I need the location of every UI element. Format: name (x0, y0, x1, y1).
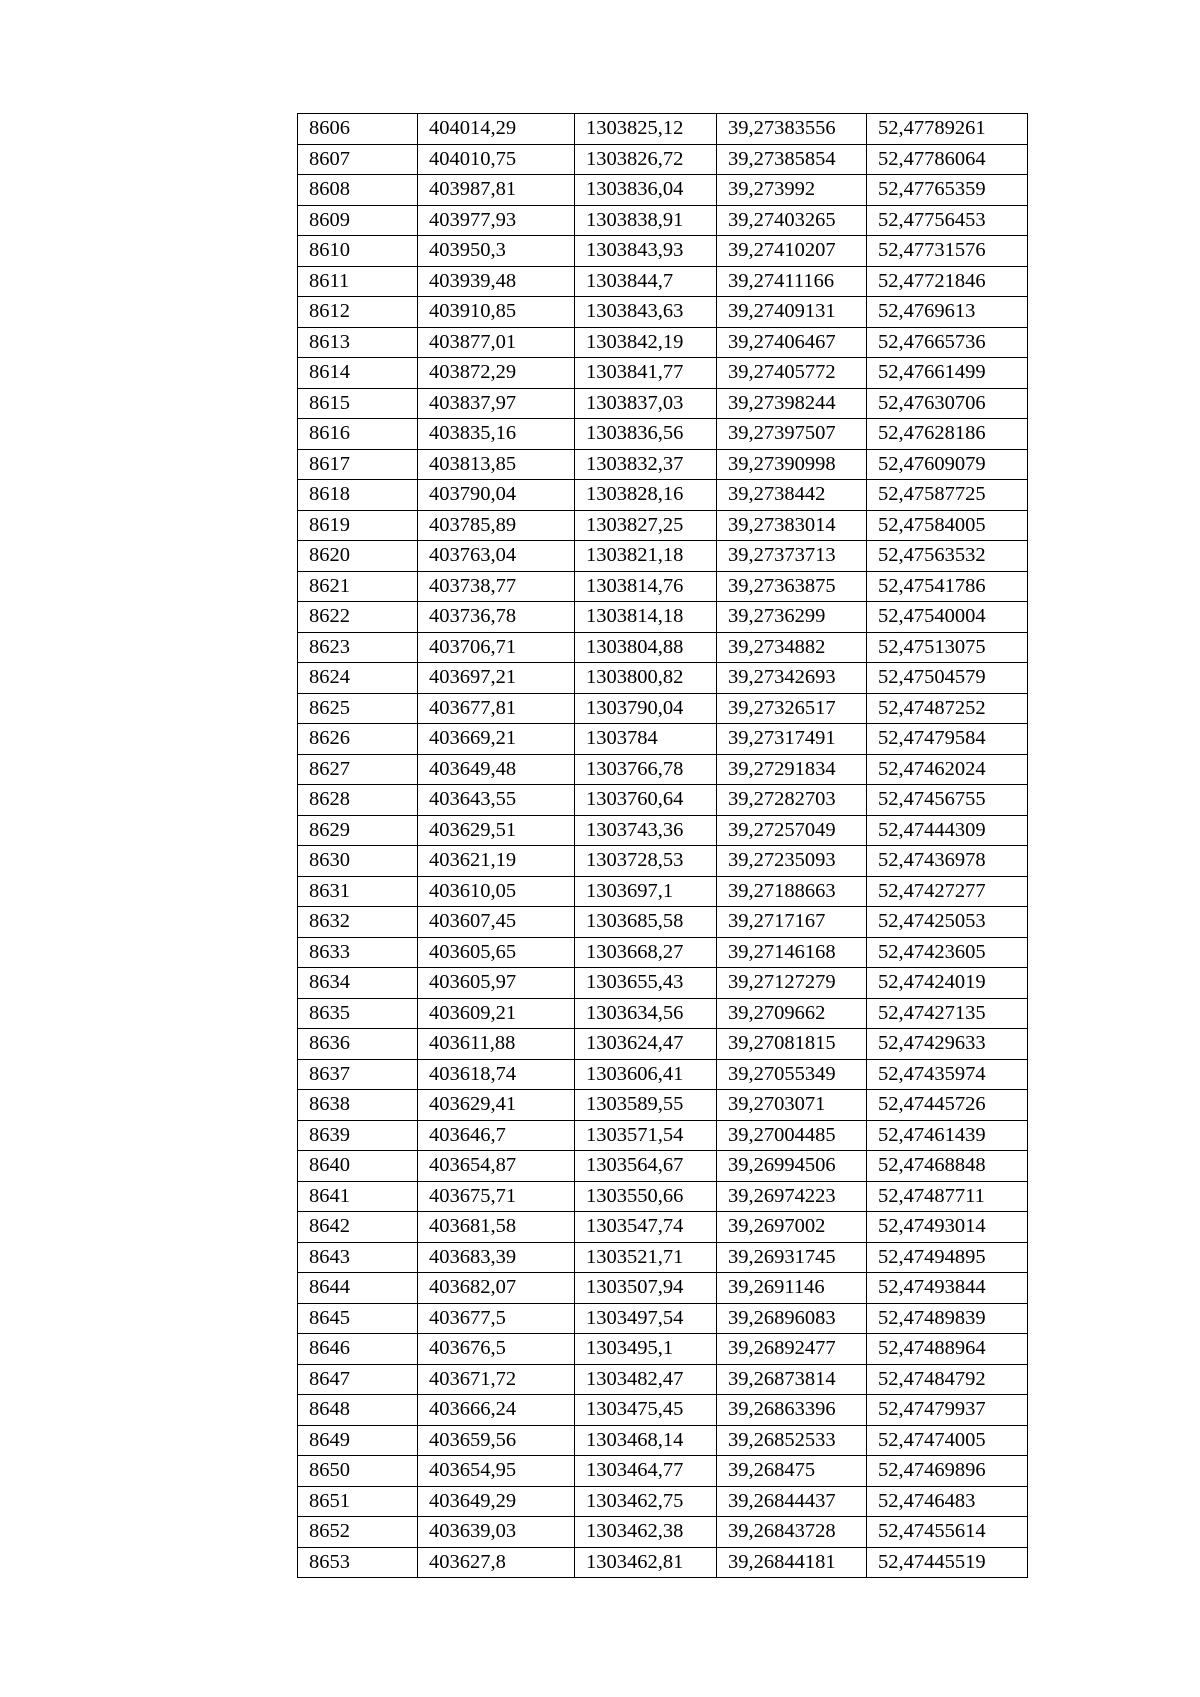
x-coordinate-cell: 403643,55 (418, 785, 575, 816)
point-number-cell: 8614 (298, 358, 418, 389)
table-row (298, 144, 1028, 175)
longitude-cell: 39,27282703 (717, 785, 867, 816)
y-coordinate-cell: 1303843,93 (575, 236, 717, 267)
longitude-cell: 39,26844437 (717, 1486, 867, 1517)
latitude-cell: 52,47489839 (867, 1303, 1028, 1334)
y-coordinate-cell: 1303827,25 (575, 510, 717, 541)
latitude-cell: 52,47444309 (867, 815, 1028, 846)
latitude-cell: 52,47484792 (867, 1364, 1028, 1395)
latitude-cell: 52,47493014 (867, 1212, 1028, 1243)
latitude-cell: 52,47721846 (867, 266, 1028, 297)
y-coordinate-cell: 1303843,63 (575, 297, 717, 328)
table-row (298, 937, 1028, 968)
latitude-cell: 52,47487711 (867, 1181, 1028, 1212)
point-number-cell: 8629 (298, 815, 418, 846)
point-number-cell: 8625 (298, 693, 418, 724)
point-number-cell: 8613 (298, 327, 418, 358)
y-coordinate-cell: 1303814,76 (575, 571, 717, 602)
table-row (298, 449, 1028, 480)
longitude-cell: 39,27385854 (717, 144, 867, 175)
point-number-cell: 8616 (298, 419, 418, 450)
point-number-cell: 8632 (298, 907, 418, 938)
y-coordinate-cell: 1303826,72 (575, 144, 717, 175)
x-coordinate-cell: 403987,81 (418, 175, 575, 206)
point-number-cell: 8624 (298, 663, 418, 694)
y-coordinate-cell: 1303832,37 (575, 449, 717, 480)
y-coordinate-cell: 1303697,1 (575, 876, 717, 907)
table-row (298, 327, 1028, 358)
table-row (298, 541, 1028, 572)
latitude-cell: 52,47563532 (867, 541, 1028, 572)
x-coordinate-cell: 403738,77 (418, 571, 575, 602)
point-number-cell: 8630 (298, 846, 418, 877)
latitude-cell: 52,47540004 (867, 602, 1028, 633)
longitude-cell: 39,27397507 (717, 419, 867, 450)
y-coordinate-cell: 1303547,74 (575, 1212, 717, 1243)
x-coordinate-cell: 403910,85 (418, 297, 575, 328)
x-coordinate-cell: 403609,21 (418, 998, 575, 1029)
longitude-cell: 39,26873814 (717, 1364, 867, 1395)
x-coordinate-cell: 403813,85 (418, 449, 575, 480)
table-row (298, 358, 1028, 389)
y-coordinate-cell: 1303842,19 (575, 327, 717, 358)
table-row (298, 419, 1028, 450)
y-coordinate-cell: 1303634,56 (575, 998, 717, 1029)
y-coordinate-cell: 1303685,58 (575, 907, 717, 938)
y-coordinate-cell: 1303844,7 (575, 266, 717, 297)
point-number-cell: 8619 (298, 510, 418, 541)
point-number-cell: 8646 (298, 1334, 418, 1365)
latitude-cell: 52,47487252 (867, 693, 1028, 724)
point-number-cell: 8650 (298, 1456, 418, 1487)
table-row (298, 693, 1028, 724)
table-row (298, 571, 1028, 602)
y-coordinate-cell: 1303475,45 (575, 1395, 717, 1426)
longitude-cell: 39,26994506 (717, 1151, 867, 1182)
table-row (298, 388, 1028, 419)
x-coordinate-cell: 403872,29 (418, 358, 575, 389)
x-coordinate-cell: 403649,48 (418, 754, 575, 785)
table-row (298, 1120, 1028, 1151)
latitude-cell: 52,47756453 (867, 205, 1028, 236)
point-number-cell: 8617 (298, 449, 418, 480)
y-coordinate-cell: 1303497,54 (575, 1303, 717, 1334)
x-coordinate-cell: 403785,89 (418, 510, 575, 541)
y-coordinate-cell: 1303564,67 (575, 1151, 717, 1182)
longitude-cell: 39,26844181 (717, 1547, 867, 1578)
longitude-cell: 39,2736299 (717, 602, 867, 633)
latitude-cell: 52,4769613 (867, 297, 1028, 328)
latitude-cell: 52,47427135 (867, 998, 1028, 1029)
y-coordinate-cell: 1303836,56 (575, 419, 717, 450)
point-number-cell: 8652 (298, 1517, 418, 1548)
longitude-cell: 39,27317491 (717, 724, 867, 755)
longitude-cell: 39,26896083 (717, 1303, 867, 1334)
table-row (298, 846, 1028, 877)
y-coordinate-cell: 1303825,12 (575, 114, 717, 145)
x-coordinate-cell: 403835,16 (418, 419, 575, 450)
latitude-cell: 52,47479584 (867, 724, 1028, 755)
table-row (298, 724, 1028, 755)
latitude-cell: 52,47493844 (867, 1273, 1028, 1304)
latitude-cell: 52,47423605 (867, 937, 1028, 968)
point-number-cell: 8621 (298, 571, 418, 602)
x-coordinate-cell: 403977,93 (418, 205, 575, 236)
x-coordinate-cell: 403671,72 (418, 1364, 575, 1395)
table-row (298, 1456, 1028, 1487)
point-number-cell: 8636 (298, 1029, 418, 1060)
y-coordinate-cell: 1303800,82 (575, 663, 717, 694)
point-number-cell: 8637 (298, 1059, 418, 1090)
latitude-cell: 52,47587725 (867, 480, 1028, 511)
point-number-cell: 8609 (298, 205, 418, 236)
longitude-cell: 39,2691146 (717, 1273, 867, 1304)
longitude-cell: 39,27410207 (717, 236, 867, 267)
longitude-cell: 39,27055349 (717, 1059, 867, 1090)
point-number-cell: 8606 (298, 114, 418, 145)
point-number-cell: 8622 (298, 602, 418, 633)
point-number-cell: 8612 (298, 297, 418, 328)
x-coordinate-cell: 403681,58 (418, 1212, 575, 1243)
point-number-cell: 8615 (298, 388, 418, 419)
longitude-cell: 39,27363875 (717, 571, 867, 602)
latitude-cell: 52,47541786 (867, 571, 1028, 602)
table-row (298, 175, 1028, 206)
x-coordinate-cell: 403618,74 (418, 1059, 575, 1090)
table-row (298, 114, 1028, 145)
point-number-cell: 8620 (298, 541, 418, 572)
point-number-cell: 8626 (298, 724, 418, 755)
latitude-cell: 52,47474005 (867, 1425, 1028, 1456)
longitude-cell: 39,26852533 (717, 1425, 867, 1456)
x-coordinate-cell: 403682,07 (418, 1273, 575, 1304)
x-coordinate-cell: 403675,71 (418, 1181, 575, 1212)
y-coordinate-cell: 1303766,78 (575, 754, 717, 785)
table-row (298, 815, 1028, 846)
x-coordinate-cell: 403649,29 (418, 1486, 575, 1517)
table-row (298, 1090, 1028, 1121)
latitude-cell: 52,47425053 (867, 907, 1028, 938)
longitude-cell: 39,26974223 (717, 1181, 867, 1212)
longitude-cell: 39,27405772 (717, 358, 867, 389)
longitude-cell: 39,27383014 (717, 510, 867, 541)
table-row (298, 968, 1028, 999)
latitude-cell: 52,47789261 (867, 114, 1028, 145)
table-row (298, 1212, 1028, 1243)
x-coordinate-cell: 403659,56 (418, 1425, 575, 1456)
latitude-cell: 52,47468848 (867, 1151, 1028, 1182)
table-row (298, 480, 1028, 511)
latitude-cell: 52,47456755 (867, 785, 1028, 816)
table-row (298, 1517, 1028, 1548)
point-number-cell: 8644 (298, 1273, 418, 1304)
latitude-cell: 52,47584005 (867, 510, 1028, 541)
table-row (298, 510, 1028, 541)
table-row (298, 236, 1028, 267)
table-row (298, 1486, 1028, 1517)
x-coordinate-cell: 403610,05 (418, 876, 575, 907)
y-coordinate-cell: 1303784 (575, 724, 717, 755)
y-coordinate-cell: 1303804,88 (575, 632, 717, 663)
y-coordinate-cell: 1303521,71 (575, 1242, 717, 1273)
longitude-cell: 39,2709662 (717, 998, 867, 1029)
longitude-cell: 39,2697002 (717, 1212, 867, 1243)
longitude-cell: 39,27398244 (717, 388, 867, 419)
y-coordinate-cell: 1303507,94 (575, 1273, 717, 1304)
latitude-cell: 52,47513075 (867, 632, 1028, 663)
x-coordinate-cell: 403627,8 (418, 1547, 575, 1578)
y-coordinate-cell: 1303814,18 (575, 602, 717, 633)
y-coordinate-cell: 1303624,47 (575, 1029, 717, 1060)
point-number-cell: 8642 (298, 1212, 418, 1243)
point-number-cell: 8649 (298, 1425, 418, 1456)
table-row (298, 1303, 1028, 1334)
y-coordinate-cell: 1303760,64 (575, 785, 717, 816)
x-coordinate-cell: 404014,29 (418, 114, 575, 145)
point-number-cell: 8648 (298, 1395, 418, 1426)
x-coordinate-cell: 403677,5 (418, 1303, 575, 1334)
y-coordinate-cell: 1303468,14 (575, 1425, 717, 1456)
longitude-cell: 39,27146168 (717, 937, 867, 968)
x-coordinate-cell: 403629,41 (418, 1090, 575, 1121)
table-row (298, 1425, 1028, 1456)
longitude-cell: 39,2703071 (717, 1090, 867, 1121)
x-coordinate-cell: 403607,45 (418, 907, 575, 938)
y-coordinate-cell: 1303841,77 (575, 358, 717, 389)
point-number-cell: 8634 (298, 968, 418, 999)
latitude-cell: 52,47462024 (867, 754, 1028, 785)
y-coordinate-cell: 1303571,54 (575, 1120, 717, 1151)
latitude-cell: 52,47429633 (867, 1029, 1028, 1060)
x-coordinate-cell: 403697,21 (418, 663, 575, 694)
x-coordinate-cell: 403677,81 (418, 693, 575, 724)
x-coordinate-cell: 403837,97 (418, 388, 575, 419)
table-row (298, 1334, 1028, 1365)
latitude-cell: 52,47469896 (867, 1456, 1028, 1487)
longitude-cell: 39,273992 (717, 175, 867, 206)
latitude-cell: 52,47436978 (867, 846, 1028, 877)
latitude-cell: 52,47494895 (867, 1242, 1028, 1273)
point-number-cell: 8633 (298, 937, 418, 968)
x-coordinate-cell: 403877,01 (418, 327, 575, 358)
table-row (298, 1395, 1028, 1426)
longitude-cell: 39,26863396 (717, 1395, 867, 1426)
table-row (298, 205, 1028, 236)
point-number-cell: 8631 (298, 876, 418, 907)
y-coordinate-cell: 1303728,53 (575, 846, 717, 877)
latitude-cell: 52,47765359 (867, 175, 1028, 206)
longitude-cell: 39,27406467 (717, 327, 867, 358)
point-number-cell: 8638 (298, 1090, 418, 1121)
x-coordinate-cell: 403629,51 (418, 815, 575, 846)
point-number-cell: 8653 (298, 1547, 418, 1578)
longitude-cell: 39,27342693 (717, 663, 867, 694)
point-number-cell: 8639 (298, 1120, 418, 1151)
longitude-cell: 39,27127279 (717, 968, 867, 999)
x-coordinate-cell: 403683,39 (418, 1242, 575, 1273)
point-number-cell: 8651 (298, 1486, 418, 1517)
latitude-cell: 52,47504579 (867, 663, 1028, 694)
latitude-cell: 52,47609079 (867, 449, 1028, 480)
x-coordinate-cell: 403611,88 (418, 1029, 575, 1060)
point-number-cell: 8643 (298, 1242, 418, 1273)
table-row (298, 602, 1028, 633)
point-number-cell: 8640 (298, 1151, 418, 1182)
table-row (298, 1151, 1028, 1182)
table-row (298, 1181, 1028, 1212)
longitude-cell: 39,27409131 (717, 297, 867, 328)
y-coordinate-cell: 1303828,16 (575, 480, 717, 511)
longitude-cell: 39,27373713 (717, 541, 867, 572)
longitude-cell: 39,27004485 (717, 1120, 867, 1151)
latitude-cell: 52,47479937 (867, 1395, 1028, 1426)
point-number-cell: 8618 (298, 480, 418, 511)
y-coordinate-cell: 1303790,04 (575, 693, 717, 724)
y-coordinate-cell: 1303837,03 (575, 388, 717, 419)
table-row (298, 785, 1028, 816)
x-coordinate-cell: 403639,03 (418, 1517, 575, 1548)
x-coordinate-cell: 403950,3 (418, 236, 575, 267)
latitude-cell: 52,47445726 (867, 1090, 1028, 1121)
x-coordinate-cell: 403654,95 (418, 1456, 575, 1487)
x-coordinate-cell: 403939,48 (418, 266, 575, 297)
latitude-cell: 52,4746483 (867, 1486, 1028, 1517)
longitude-cell: 39,2717167 (717, 907, 867, 938)
latitude-cell: 52,47455614 (867, 1517, 1028, 1548)
x-coordinate-cell: 403676,5 (418, 1334, 575, 1365)
point-number-cell: 8623 (298, 632, 418, 663)
point-number-cell: 8627 (298, 754, 418, 785)
y-coordinate-cell: 1303482,47 (575, 1364, 717, 1395)
point-number-cell: 8607 (298, 144, 418, 175)
latitude-cell: 52,47461439 (867, 1120, 1028, 1151)
latitude-cell: 52,47661499 (867, 358, 1028, 389)
table-row (298, 297, 1028, 328)
table-row (298, 266, 1028, 297)
table-row (298, 663, 1028, 694)
table-row (298, 1547, 1028, 1578)
latitude-cell: 52,47628186 (867, 419, 1028, 450)
longitude-cell: 39,2738442 (717, 480, 867, 511)
y-coordinate-cell: 1303462,38 (575, 1517, 717, 1548)
point-number-cell: 8610 (298, 236, 418, 267)
table-row (298, 1364, 1028, 1395)
longitude-cell: 39,268475 (717, 1456, 867, 1487)
latitude-cell: 52,47424019 (867, 968, 1028, 999)
y-coordinate-cell: 1303743,36 (575, 815, 717, 846)
longitude-cell: 39,27235093 (717, 846, 867, 877)
table-row (298, 1273, 1028, 1304)
point-number-cell: 8628 (298, 785, 418, 816)
longitude-cell: 39,27411166 (717, 266, 867, 297)
table-row (298, 754, 1028, 785)
longitude-cell: 39,27081815 (717, 1029, 867, 1060)
y-coordinate-cell: 1303495,1 (575, 1334, 717, 1365)
latitude-cell: 52,47488964 (867, 1334, 1028, 1365)
y-coordinate-cell: 1303464,77 (575, 1456, 717, 1487)
table-row (298, 876, 1028, 907)
y-coordinate-cell: 1303550,66 (575, 1181, 717, 1212)
y-coordinate-cell: 1303462,81 (575, 1547, 717, 1578)
table-row (298, 1242, 1028, 1273)
point-number-cell: 8635 (298, 998, 418, 1029)
table-row (298, 1029, 1028, 1060)
longitude-cell: 39,27188663 (717, 876, 867, 907)
coordinates-table (297, 113, 1028, 1578)
latitude-cell: 52,47435974 (867, 1059, 1028, 1090)
longitude-cell: 39,26931745 (717, 1242, 867, 1273)
x-coordinate-cell: 403736,78 (418, 602, 575, 633)
latitude-cell: 52,47665736 (867, 327, 1028, 358)
latitude-cell: 52,47630706 (867, 388, 1028, 419)
table-row (298, 1059, 1028, 1090)
y-coordinate-cell: 1303668,27 (575, 937, 717, 968)
longitude-cell: 39,27326517 (717, 693, 867, 724)
table-row (298, 632, 1028, 663)
longitude-cell: 39,26892477 (717, 1334, 867, 1365)
latitude-cell: 52,47427277 (867, 876, 1028, 907)
latitude-cell: 52,47786064 (867, 144, 1028, 175)
y-coordinate-cell: 1303462,75 (575, 1486, 717, 1517)
x-coordinate-cell: 403763,04 (418, 541, 575, 572)
table-row (298, 907, 1028, 938)
point-number-cell: 8608 (298, 175, 418, 206)
longitude-cell: 39,27403265 (717, 205, 867, 236)
x-coordinate-cell: 404010,75 (418, 144, 575, 175)
longitude-cell: 39,2734882 (717, 632, 867, 663)
x-coordinate-cell: 403654,87 (418, 1151, 575, 1182)
longitude-cell: 39,26843728 (717, 1517, 867, 1548)
coordinates-table-body (298, 114, 1028, 1578)
latitude-cell: 52,47731576 (867, 236, 1028, 267)
longitude-cell: 39,27257049 (717, 815, 867, 846)
x-coordinate-cell: 403605,65 (418, 937, 575, 968)
x-coordinate-cell: 403605,97 (418, 968, 575, 999)
x-coordinate-cell: 403790,04 (418, 480, 575, 511)
x-coordinate-cell: 403669,21 (418, 724, 575, 755)
y-coordinate-cell: 1303836,04 (575, 175, 717, 206)
x-coordinate-cell: 403706,71 (418, 632, 575, 663)
table-row (298, 998, 1028, 1029)
latitude-cell: 52,47445519 (867, 1547, 1028, 1578)
longitude-cell: 39,27390998 (717, 449, 867, 480)
y-coordinate-cell: 1303655,43 (575, 968, 717, 999)
y-coordinate-cell: 1303606,41 (575, 1059, 717, 1090)
x-coordinate-cell: 403666,24 (418, 1395, 575, 1426)
y-coordinate-cell: 1303589,55 (575, 1090, 717, 1121)
y-coordinate-cell: 1303821,18 (575, 541, 717, 572)
longitude-cell: 39,27291834 (717, 754, 867, 785)
point-number-cell: 8611 (298, 266, 418, 297)
x-coordinate-cell: 403646,7 (418, 1120, 575, 1151)
x-coordinate-cell: 403621,19 (418, 846, 575, 877)
y-coordinate-cell: 1303838,91 (575, 205, 717, 236)
point-number-cell: 8647 (298, 1364, 418, 1395)
longitude-cell: 39,27383556 (717, 114, 867, 145)
point-number-cell: 8641 (298, 1181, 418, 1212)
point-number-cell: 8645 (298, 1303, 418, 1334)
